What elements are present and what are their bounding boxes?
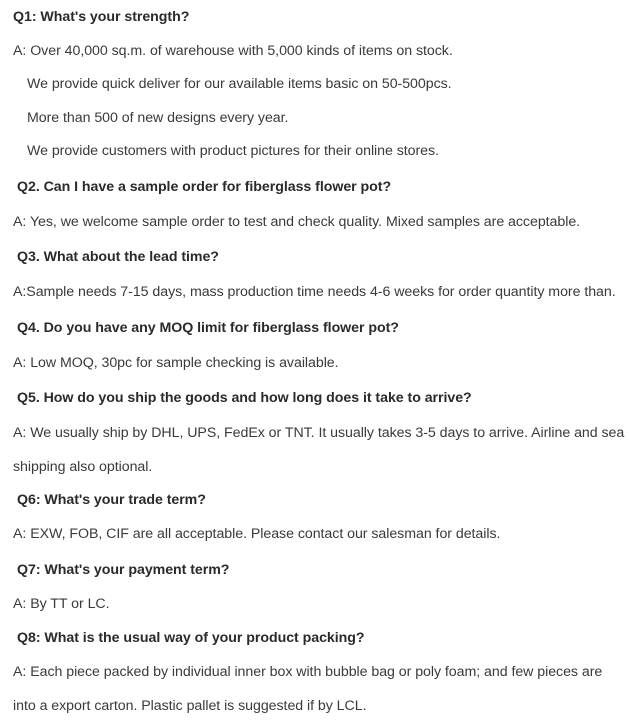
faq-answer-8-line-2: into a export carton. Plastic pallet is suggested if by LCL.	[13, 698, 367, 714]
faq-answer-4-line-1: A: Low MOQ, 30pc for sample checking is available.	[13, 355, 339, 371]
faq-answer-6-line-1: A: EXW, FOB, CIF are all acceptable. Please contact our salesman for details.	[13, 526, 501, 542]
faq-question-6: Q6: What's your trade term?	[17, 492, 206, 508]
faq-question-8: Q8: What is the usual way of your product packing?	[17, 630, 365, 646]
faq-question-2: Q2. Can I have a sample order for fiberglass flower pot?	[17, 179, 392, 195]
faq-question-5: Q5. How do you ship the goods and how long does it take to arrive?	[17, 390, 472, 406]
faq-answer-1-line-3: More than 500 of new designs every year.	[27, 110, 289, 126]
faq-question-4: Q4. Do you have any MOQ limit for fiberglass flower pot?	[17, 320, 399, 336]
faq-question-1: Q1: What's your strength?	[13, 9, 190, 25]
faq-question-7: Q7: What's your payment term?	[17, 562, 230, 578]
faq-answer-1-line-4: We provide customers with product pictures for their online stores.	[27, 143, 439, 159]
faq-answer-1-line-1: A: Over 40,000 sq.m. of warehouse with 5,000 kinds of items on stock.	[13, 43, 453, 59]
faq-answer-8-line-1: A: Each piece packed by individual inner box with bubble bag or poly foam; and few pieces are	[13, 664, 603, 680]
faq-answer-3-line-1: A:Sample needs 7-15 days, mass production time needs 4-6 weeks for order quantity more than.	[13, 284, 616, 300]
faq-answer-1-line-2: We provide quick deliver for our available items basic on 50-500pcs.	[27, 76, 452, 92]
faq-answer-5-line-2: shipping also optional.	[13, 459, 153, 475]
faq-answer-2-line-1: A: Yes, we welcome sample order to test and check quality. Mixed samples are acceptable.	[13, 214, 581, 230]
faq-question-3: Q3. What about the lead time?	[17, 249, 219, 265]
faq-answer-7-line-1: A: By TT or LC.	[13, 596, 110, 612]
faq-answer-5-line-1: A: We usually ship by DHL, UPS, FedEx or TNT. It usually takes 3-5 days to arrive. Airline and sea	[13, 425, 625, 441]
